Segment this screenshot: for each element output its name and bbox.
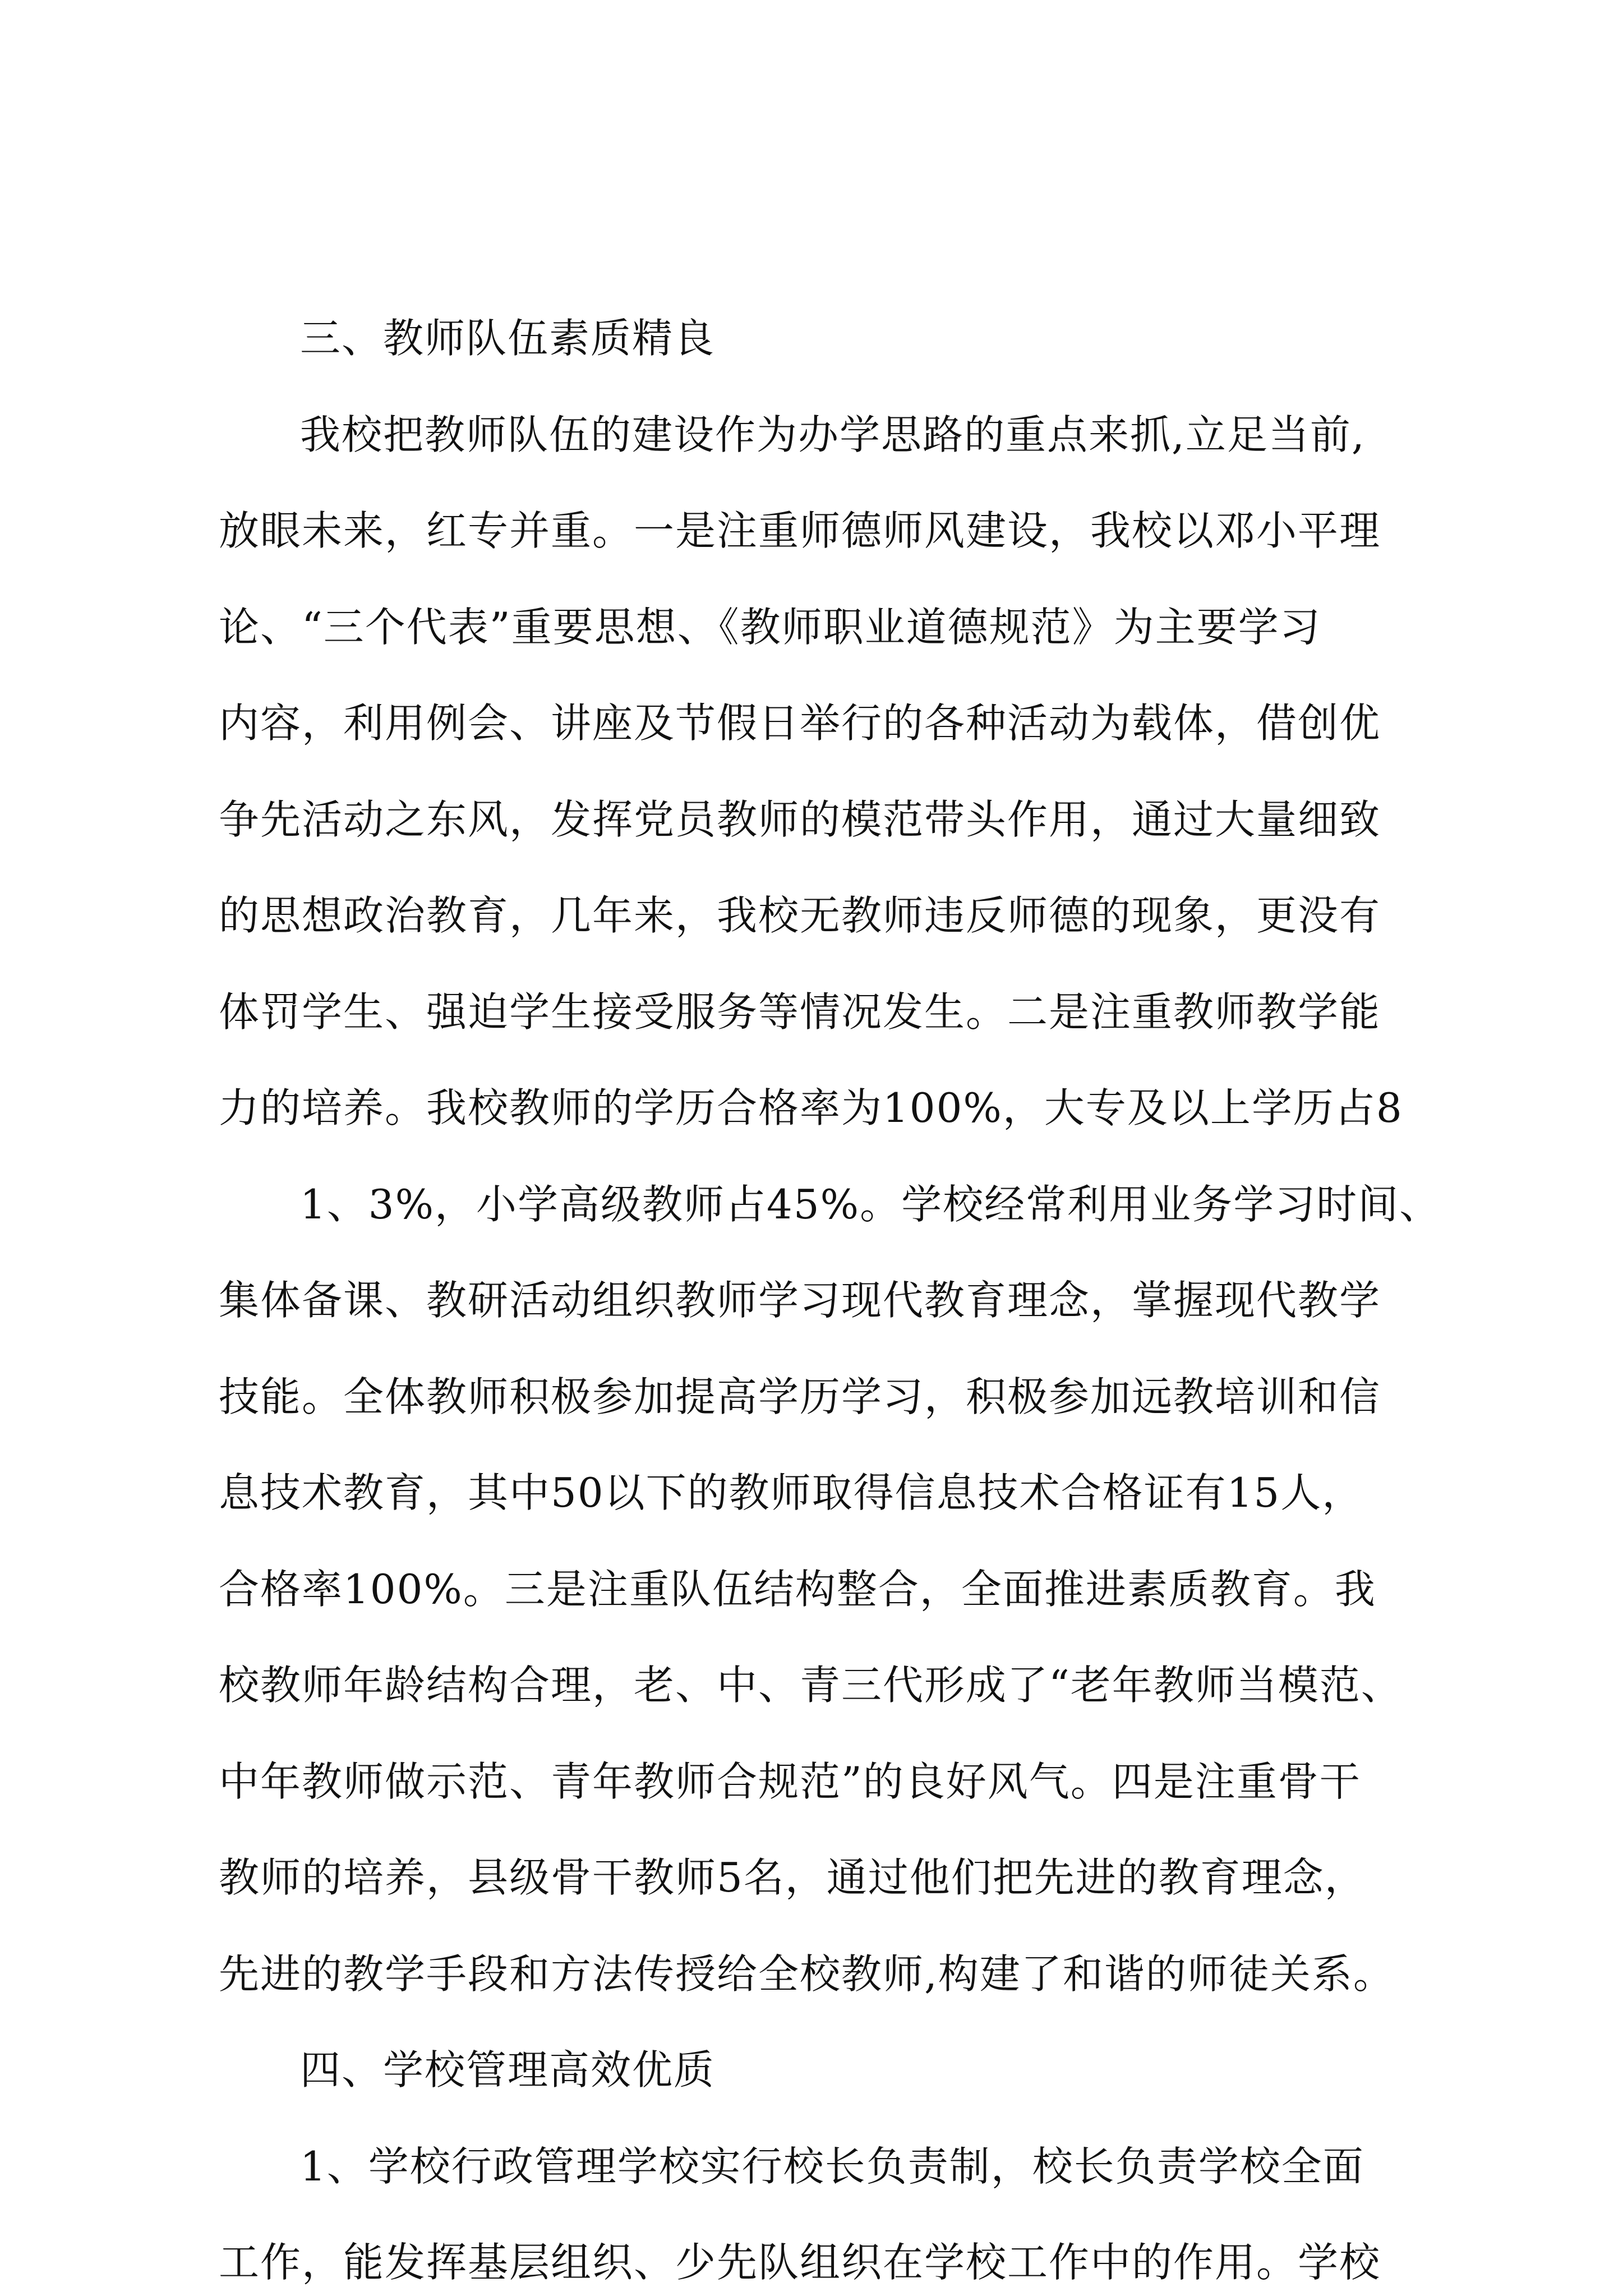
paragraph-line: 合格率100%。三是注重队伍结构整合，全面推进素质教育。我 bbox=[219, 1566, 1376, 1613]
heading-section-3: 三、教师队伍素质精良 bbox=[300, 315, 716, 362]
paragraph-line: 的思想政治教育，几年来，我校无教师违反师德的现象，更没有 bbox=[219, 892, 1381, 939]
paragraph-line: 内容，利用例会、讲座及节假日举行的各种活动为载体，借创优 bbox=[219, 700, 1381, 747]
paragraph-line: 技能。全体教师积极参加提高学历学习，积极参加远教培训和信 bbox=[219, 1373, 1381, 1420]
paragraph-line: 论、“三个代表”重要思想、《教师职业道德规范》为主要学习 bbox=[219, 604, 1321, 651]
paragraph-line: 放眼未来，红专并重。一是注重师德师风建设，我校以邓小平理 bbox=[219, 507, 1381, 554]
paragraph-line: 1、3%，小学高级教师占45%。学校经常利用业务学习时间、 bbox=[300, 1181, 1441, 1228]
paragraph-line: 先进的教学手段和方法传授给全校教师,构建了和谐的师徒关系。 bbox=[219, 1950, 1395, 1998]
heading-section-4: 四、学校管理高效优质 bbox=[300, 2046, 716, 2093]
paragraph-line: 力的培养。我校教师的学历合格率为100%，大专及以上学历占8 bbox=[219, 1084, 1403, 1131]
paragraph-line: 校教师年龄结构合理，老、中、青三代形成了“老年教师当模范、 bbox=[219, 1662, 1403, 1709]
paragraph-line: 我校把教师队伍的建设作为办学思路的重点来抓,立足当前, bbox=[300, 411, 1366, 458]
paragraph-line: 息技术教育，其中50以下的教师取得信息技术合格证有15人， bbox=[219, 1469, 1364, 1516]
paragraph-line: 1、学校行政管理学校实行校长负责制，校长负责学校全面 bbox=[300, 2143, 1364, 2190]
paragraph-line: 集体备课、教研活动组织教师学习现代教育理念，掌握现代教学 bbox=[219, 1277, 1381, 1324]
paragraph-line: 工作，能发挥基层组织、少先队组织在学校工作中的作用。学校 bbox=[219, 2239, 1381, 2286]
paragraph-line: 争先活动之东风，发挥党员教师的模范带头作用，通过大量细致 bbox=[219, 796, 1381, 843]
paragraph-line: 教师的培养，县级骨干教师5名，通过他们把先进的教育理念， bbox=[219, 1854, 1366, 1901]
paragraph-line: 中年教师做示范、青年教师合规范”的良好风气。四是注重骨干 bbox=[219, 1758, 1361, 1805]
paragraph-line: 体罚学生、强迫学生接受服务等情况发生。二是注重教师教学能 bbox=[219, 988, 1381, 1036]
